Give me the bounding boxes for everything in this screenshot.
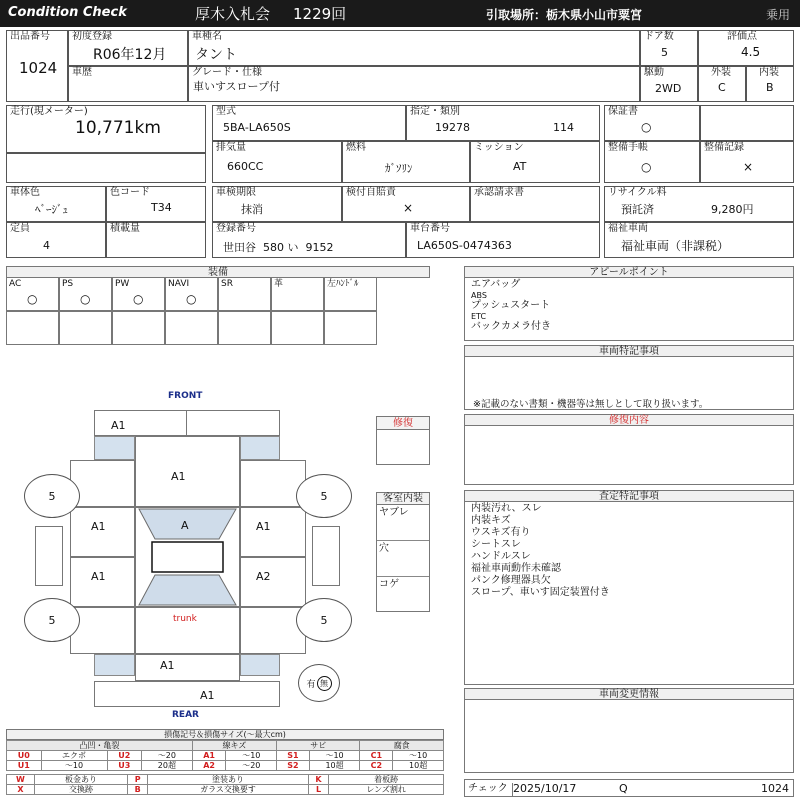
manual-cell: 整備手帳 ○	[604, 141, 700, 183]
legend-desc: レンズ割れ	[329, 785, 444, 795]
legend-code: U3	[107, 761, 142, 771]
ext-cell: 外装 C	[698, 66, 746, 102]
taillight-right	[240, 654, 280, 676]
equipment-blank-cell	[59, 311, 112, 345]
equipment-cell	[324, 277, 377, 311]
model-cell: 型式 5BA-LA650S	[212, 105, 406, 141]
category-number: 114	[553, 121, 574, 134]
trunk-label: trunk	[173, 614, 197, 624]
auction-name: 厚木入札会	[195, 5, 271, 23]
welfare: 福祉車両（非課税）	[621, 239, 730, 253]
doors: 5	[661, 46, 668, 59]
right-mirror	[312, 526, 340, 586]
legend-code: P	[128, 775, 148, 785]
appeal-lines	[471, 279, 551, 333]
first-reg: R06年12月	[93, 47, 167, 63]
left-mirror	[35, 526, 63, 586]
appeal-line: エアバッグ	[471, 279, 521, 290]
legend-desc: 着板跡	[329, 775, 444, 785]
legend-desc: 〜10	[309, 751, 360, 761]
legend-desc: 10超	[309, 761, 360, 771]
legend-others-row-2	[7, 785, 444, 795]
record-cell: 整備記録 ×	[700, 141, 794, 183]
spare-label: 有	[306, 679, 316, 690]
equipment-cell	[165, 277, 218, 311]
tire-front-left	[24, 474, 80, 518]
right-front-door	[240, 507, 306, 557]
warranty-cell: 保証書 ○	[604, 105, 700, 141]
equipment-label: NAVI	[168, 279, 190, 289]
mission: AT	[513, 160, 527, 173]
legend-code: K	[308, 775, 328, 785]
appeal-line: プッシュスタート	[471, 300, 551, 311]
displacement-cell: 排気量 660CC	[212, 141, 342, 183]
grade: 車いすスロープ付	[193, 80, 281, 93]
mileage-sub	[6, 153, 206, 183]
appeal-line: ETC	[471, 312, 487, 321]
rear-glass	[139, 575, 236, 605]
equipment-blank-cell	[165, 311, 218, 345]
inspection-note-line: パンク修理器具欠	[471, 575, 551, 586]
footer-check	[464, 779, 794, 797]
equipment-blank-cell	[324, 311, 377, 345]
special-title: 車両特記事項	[464, 345, 794, 357]
session-number: 1229回	[293, 5, 347, 23]
legend-group-corrosion: 腐食	[360, 741, 444, 751]
interior-burn-label: コゲ	[379, 579, 399, 590]
special-box	[464, 356, 794, 410]
legend-code: S1	[277, 751, 310, 761]
legend-desc: 塗装あり	[148, 775, 309, 785]
chassis-cell: 車台番号 LA650S-0474363	[406, 222, 600, 258]
legend-group-dent: 凸凹・亀裂	[7, 741, 193, 751]
legend-desc: 〜20	[226, 761, 277, 771]
legend-code: A1	[192, 751, 226, 761]
capacity-cell: 定員 4	[6, 222, 106, 258]
front-label: FRONT	[168, 391, 203, 401]
inspection-notes-box	[464, 501, 794, 685]
header-bar	[0, 0, 800, 27]
equipment-label: PW	[115, 279, 130, 289]
welfare-cell: 福祉車両 福祉車両（非課税）	[604, 222, 794, 258]
plate: 世田谷 580 い 9152	[223, 241, 334, 254]
footer-lot: 1024	[761, 782, 789, 795]
equipment-cell	[271, 277, 324, 311]
mission-cell: ミッション AT	[470, 141, 600, 183]
legend-title: 損傷記号＆損傷サイズ(〜最大cm)	[6, 729, 444, 740]
legend-code: U2	[107, 751, 142, 761]
sunroof-outline	[152, 542, 223, 572]
interior-title: 客室内装	[376, 492, 430, 505]
equipment-mark: ○	[186, 292, 197, 306]
record: ×	[743, 160, 754, 174]
interior-tear-label: ヤブレ	[379, 507, 409, 518]
equipment-mark: ○	[133, 292, 144, 306]
equipment-mark: ○	[27, 292, 38, 306]
appeal-box	[464, 277, 794, 341]
equipment-cell	[218, 277, 271, 311]
inspection-note-line: スロープ、車いす固定装置付き	[471, 587, 610, 598]
legend-group-rust: サビ	[277, 741, 360, 751]
fuel: ｶﾞｿﾘﾝ	[385, 162, 413, 175]
insurance-cell: 検付自賠責 ×	[342, 186, 470, 222]
rear-lower	[135, 654, 240, 681]
spare-tire	[298, 664, 340, 702]
doors-cell: ドア数 5	[640, 30, 698, 66]
legend-desc: 〜10	[393, 751, 444, 761]
lot-cell: 出品番号 1024	[6, 30, 68, 102]
mark-roof: A	[181, 519, 189, 532]
equipment-label: 左ﾊﾝﾄﾞﾙ	[327, 279, 359, 289]
equipment-blank-cell	[112, 311, 165, 345]
equipment-label: SR	[221, 279, 233, 289]
equipment-cell	[112, 277, 165, 311]
change-info-box	[464, 699, 794, 773]
exterior-grade: C	[718, 81, 726, 94]
check-label: チェック	[468, 783, 513, 797]
legend-desc: ガラス交換要す	[148, 785, 309, 795]
score-cell: 評価点 4.5	[698, 30, 794, 66]
insurance: ×	[403, 201, 414, 215]
legend-code: B	[128, 785, 148, 795]
check-date: 2025/10/17	[513, 782, 577, 795]
legend-group-scratch: 線キズ	[192, 741, 276, 751]
hood	[135, 436, 240, 507]
recycle-fee: 9,280円	[711, 203, 754, 216]
equipment-cell	[6, 277, 59, 311]
legend-desc: 〜20	[142, 751, 193, 761]
equipment-blank-cell	[218, 311, 271, 345]
equipment-cell	[59, 277, 112, 311]
drive: 2WD	[655, 82, 682, 95]
legend-code: L	[308, 785, 328, 795]
legend-desc: 〜10	[226, 751, 277, 761]
legend-code: W	[7, 775, 35, 785]
legend-code: C2	[360, 761, 393, 771]
legend-desc: エクボ	[41, 751, 107, 761]
inspection-note-line: シートスレ	[471, 539, 521, 550]
model: 5BA-LA650S	[223, 121, 291, 134]
repair-side-title: 修復	[376, 416, 430, 430]
equipment-label: AC	[9, 279, 22, 289]
tire-rl-mark: 5	[48, 613, 56, 627]
tire-rear-left	[24, 598, 80, 642]
taillight-left	[94, 654, 135, 676]
mark-hood: A1	[171, 470, 186, 483]
vehicle-category: 乗用	[766, 8, 791, 22]
tire-fl-mark: 5	[48, 489, 56, 503]
equipment-blank-cell	[6, 311, 59, 345]
mark-right-rear-door: A2	[256, 570, 271, 583]
legend-row-1	[7, 751, 444, 761]
legend-code: U1	[7, 761, 42, 771]
left-front-fender	[70, 460, 135, 507]
color-cell: 車体色 ﾍﾞｰｼﾞｭ	[6, 186, 106, 222]
front-bumper-right	[186, 410, 280, 436]
legend-desc: 交換跡	[34, 785, 127, 795]
legend-table	[6, 740, 444, 771]
color-code: T34	[151, 201, 172, 214]
left-rear-fender	[70, 607, 135, 654]
chassis: LA650S-0474363	[417, 239, 512, 252]
mark-right-front-door: A1	[256, 520, 271, 533]
capacity: 4	[43, 239, 50, 252]
inspection-notes-title: 査定特記事項	[464, 490, 794, 502]
equipment-blank-cell	[271, 311, 324, 345]
color-code-cell: 色コード T34	[106, 186, 206, 222]
tire-rear-right	[296, 598, 352, 642]
interior-row-burn	[377, 577, 429, 611]
fuel-cell: 燃料 ｶﾞｿﾘﾝ	[342, 141, 470, 183]
rear-bumper	[94, 681, 280, 707]
interior-box	[376, 504, 430, 612]
recycle-cell: リサイクル料 預託済 9,280円	[604, 186, 794, 222]
headlight-left	[94, 436, 135, 460]
legend-code: S2	[277, 761, 310, 771]
legend-code: C1	[360, 751, 393, 761]
color: ﾍﾞｰｼﾞｭ	[35, 203, 68, 216]
load-cell: 積載量	[106, 222, 206, 258]
manual: ○	[641, 160, 652, 174]
plate-cell: 登録番号 世田谷 580 い 9152	[212, 222, 406, 258]
legend-code: A2	[192, 761, 226, 771]
repair-title: 修復内容	[464, 414, 794, 426]
displacement: 660CC	[227, 160, 264, 173]
inspection-note-line: 内装汚れ、スレ	[471, 503, 542, 514]
inspection-cell: 車検期限 抹消	[212, 186, 342, 222]
appeal-line: ABS	[471, 291, 487, 300]
mark-front-bumper: A1	[111, 419, 126, 432]
car-name: タント	[195, 47, 237, 63]
brand: Condition Check	[8, 5, 127, 20]
equipment-mark: ○	[80, 292, 91, 306]
change-info-title: 車両変更情報	[464, 688, 794, 700]
equipment-title: 装備	[6, 266, 430, 278]
interior-grade: B	[766, 81, 774, 94]
legend-desc: 10超	[393, 761, 444, 771]
legend-others-table	[6, 774, 444, 795]
mileage: 10,771km	[75, 118, 161, 138]
pickup-location: 引取場所：栃木県小山市粟宮	[486, 8, 643, 22]
approval-cell: 承認請求書	[470, 186, 600, 222]
rear-label: REAR	[172, 710, 199, 720]
interior-row-hole	[377, 541, 429, 577]
drive-cell: 駆動 2WD	[640, 66, 698, 102]
tire-fr-mark: 5	[320, 489, 328, 503]
legend-code: X	[7, 785, 35, 795]
grade-cell: グレード・仕様 車いすスロープ付	[188, 66, 640, 102]
inspection-note-line: ウスキズ有り	[471, 527, 531, 538]
legend-row-2	[7, 761, 444, 771]
tire-front-right	[296, 474, 352, 518]
legend-code: U0	[7, 751, 42, 761]
mark-left-front-door: A1	[91, 520, 106, 533]
interior-hole-label: 穴	[379, 543, 389, 554]
mark-left-rear-door: A1	[91, 570, 106, 583]
designation: 19278	[435, 121, 470, 134]
inspection: 抹消	[241, 203, 263, 216]
inspection-note-line: ハンドルスレ	[471, 551, 531, 562]
inspection-note-line: 内装キズ	[471, 515, 511, 526]
lot-number: 1024	[19, 59, 58, 77]
recycle-status: 預託済	[621, 203, 654, 216]
score: 4.5	[741, 45, 761, 59]
int-cell: 内装 B	[746, 66, 794, 102]
tire-rr-mark: 5	[320, 613, 328, 627]
right-rear-door	[240, 557, 306, 607]
equipment-label: 革	[274, 279, 284, 289]
interior-row-tear	[377, 505, 429, 541]
first-reg-cell: 初度登録 R06年12月	[68, 30, 188, 66]
mark-rear-bumper: A1	[200, 689, 215, 702]
legend-group-row	[7, 741, 444, 751]
mark-rear-lower: A1	[160, 659, 175, 672]
mileage-cell: 走行(現メーター) 10,771km	[6, 105, 206, 153]
legend-desc: 板金あり	[34, 775, 127, 785]
special-note: ※記載のない書類・機器等は無しとして取り扱います。	[473, 399, 709, 410]
warranty-empty	[700, 105, 794, 141]
legend-others-row-1	[7, 775, 444, 785]
legend-desc: 20超	[142, 761, 193, 771]
spare-tire-icon: 無	[317, 676, 332, 691]
car-name-cell: 車種名 タント	[188, 30, 640, 66]
warranty: ○	[641, 120, 652, 134]
designation-cell: 指定・類別 19278 114	[406, 105, 600, 141]
repair-side-box	[376, 429, 430, 465]
appeal-line: バックカメラ付き	[471, 321, 551, 332]
legend-desc: 〜10	[41, 761, 107, 771]
equipment-label: PS	[62, 279, 74, 289]
equipment-grid	[6, 277, 430, 345]
checker: Q	[619, 782, 628, 795]
repair-box	[464, 425, 794, 485]
inspection-notes-lines	[471, 503, 610, 599]
inspection-note-line: 福祉車両動作未確認	[471, 563, 561, 574]
history-cell: 車歴	[68, 66, 188, 102]
headlight-right	[240, 436, 280, 460]
appeal-title: アピールポイント	[464, 266, 794, 278]
